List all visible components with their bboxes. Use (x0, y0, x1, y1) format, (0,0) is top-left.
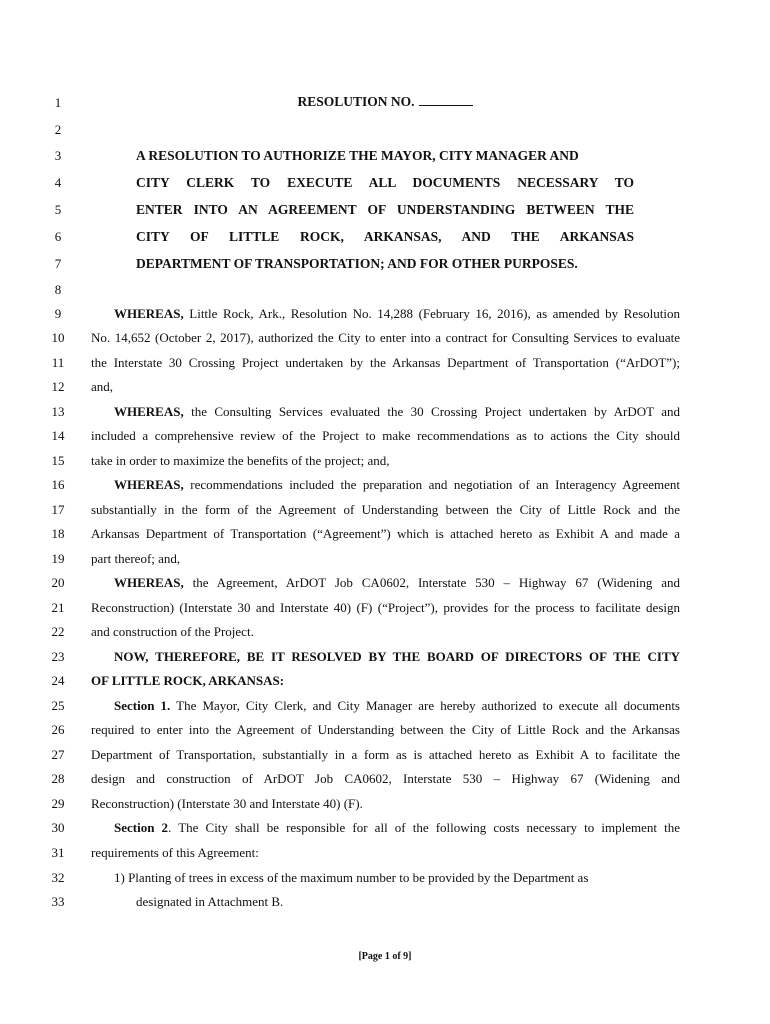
title-line: CITY CLERK TO EXECUTE ALL DOCUMENTS NECESSARY TO (136, 175, 634, 190)
body-line (114, 477, 680, 493)
list-item-line: designated in Attachment B. (136, 894, 284, 909)
line-number: 21 (51, 600, 65, 615)
line-number: 22 (51, 624, 65, 639)
body-line: OF LITTLE ROCK, ARKANSAS: (91, 673, 285, 688)
line-number: 25 (51, 698, 65, 713)
body-text: the Consulting Services evaluated the 30 Crossing Project undertaken by ArDOT and (191, 404, 681, 419)
whereas-label: WHEREAS, (114, 306, 184, 321)
body-line: NOW, THEREFORE, BE IT RESOLVED BY THE BOARD OF DIRECTORS OF THE CITY (114, 649, 680, 664)
title-line: ENTER INTO AN AGREEMENT OF UNDERSTANDING BETWEEN THE (136, 202, 634, 217)
body-text: . The City shall be responsible for all of the following costs necessary to implement the (168, 820, 680, 835)
body-line: Reconstruction) (Interstate 30 and Interstate 40) (F) (“Project”), provides for the process to facilitate design (91, 600, 680, 615)
whereas-label: WHEREAS, (114, 575, 184, 590)
line-number: 5 (54, 202, 62, 217)
line-number: 3 (54, 148, 62, 163)
line-number: 20 (51, 575, 65, 590)
line-number: 30 (51, 820, 65, 835)
line-number: 16 (51, 477, 65, 492)
body-line (114, 820, 680, 836)
body-line: substantially in the form of the Agreement of Understanding between the City of Little Rock and the (91, 502, 680, 517)
line-number: 8 (54, 282, 62, 297)
line-number: 11 (51, 355, 65, 370)
line-number: 9 (54, 306, 62, 321)
whereas-label: WHEREAS, (114, 404, 184, 419)
body-line: Department of Transportation, substantially in a form as is attached hereto as Exhibit A to facilitate the (91, 747, 680, 762)
body-line (114, 575, 680, 591)
body-line: required to enter into the Agreement of Understanding between the City of Little Rock and the Arkansas (91, 722, 680, 737)
line-number: 15 (51, 453, 65, 468)
section-label: Section 1. (114, 698, 171, 713)
list-item-line: 1) Planting of trees in excess of the maximum number to be provided by the Department as (114, 870, 589, 885)
resolution-number-blank (419, 94, 473, 106)
line-number: 7 (54, 256, 62, 271)
line-number: 17 (51, 502, 65, 517)
line-number: 19 (51, 551, 65, 566)
body-line: part thereof; and, (91, 551, 181, 566)
line-number: 24 (51, 673, 65, 688)
page-footer: [Page 1 of 9] (358, 951, 412, 962)
line-number: 14 (51, 428, 65, 443)
body-line: Arkansas Department of Transportation (“Agreement”) which is attached hereto as Exhibit A and made a (91, 526, 680, 541)
body-line (114, 404, 680, 420)
line-number: 10 (51, 330, 65, 345)
line-number: 12 (51, 379, 65, 394)
body-line: No. 14,652 (October 2, 2017), authorized the City to enter into a contract for Consulting Services to evaluate (91, 330, 680, 345)
body-line (114, 698, 680, 714)
resolution-label: RESOLUTION NO. (297, 94, 415, 109)
body-line: requirements of this Agreement: (91, 845, 259, 860)
line-number: 6 (54, 229, 62, 244)
whereas-label: WHEREAS, (114, 477, 184, 492)
body-line: take in order to maximize the benefits of the project; and, (91, 453, 390, 468)
line-number: 13 (51, 404, 65, 419)
line-number: 23 (51, 649, 65, 664)
body-line: design and construction of ArDOT Job CA0602, Interstate 530 – Highway 67 (Widening and (91, 771, 680, 786)
body-line: and construction of the Project. (91, 624, 254, 639)
title-line: DEPARTMENT OF TRANSPORTATION; AND FOR OTHER PURPOSES. (136, 256, 578, 271)
body-text: The Mayor, City Clerk, and City Manager are hereby authorized to execute all documents (176, 698, 680, 713)
line-number: 33 (51, 894, 65, 909)
line-number: 29 (51, 796, 65, 811)
body-line: the Interstate 30 Crossing Project undertaken by the Arkansas Department of Transportation (“ArDOT”); (91, 355, 680, 370)
line-number: 27 (51, 747, 65, 762)
line-number: 1 (54, 95, 62, 110)
title-line: A RESOLUTION TO AUTHORIZE THE MAYOR, CITY MANAGER AND (136, 148, 579, 163)
body-line: and, (91, 379, 114, 394)
line-number: 28 (51, 771, 65, 786)
body-text: Little Rock, Ark., Resolution No. 14,288 (February 16, 2016), as amended by Resolution (189, 306, 681, 321)
body-text: the Agreement, ArDOT Job CA0602, Interstate 530 – Highway 67 (Widening and (192, 575, 680, 590)
line-number: 18 (51, 526, 65, 541)
line-number: 4 (54, 175, 62, 190)
body-line: included a comprehensive review of the Project to make recommendations as to actions the City should (91, 428, 680, 443)
body-text: recommendations included the preparation and negotiation of an Interagency Agreement (190, 477, 680, 492)
body-line (114, 306, 680, 322)
line-number: 26 (51, 722, 65, 737)
line-number: 32 (51, 870, 65, 885)
resolution-heading (150, 94, 620, 110)
section-label: Section 2 (114, 820, 169, 835)
line-number: 2 (54, 122, 62, 137)
title-line: CITY OF LITTLE ROCK, ARKANSAS, AND THE ARKANSAS (136, 229, 634, 244)
body-line: Reconstruction) (Interstate 30 and Interstate 40) (F). (91, 796, 363, 811)
line-number: 31 (51, 845, 65, 860)
